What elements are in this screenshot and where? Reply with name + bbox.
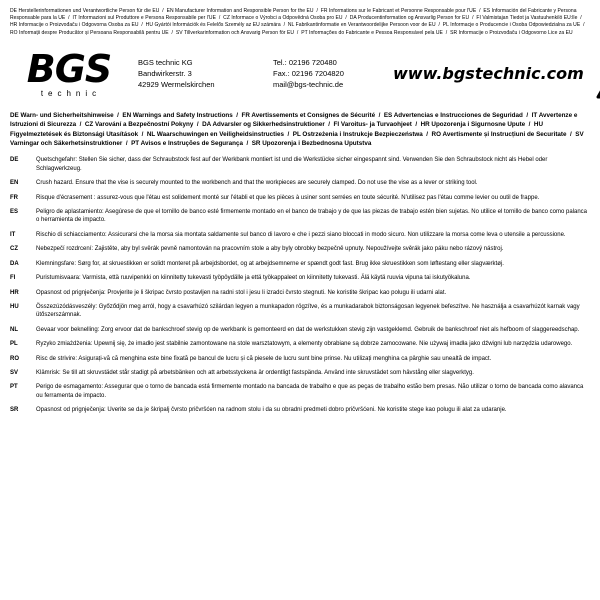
table-row [10,274,590,288]
bgs-logo [10,46,128,98]
table-row [10,383,590,406]
company-website: www.bgstechnic.com [393,64,584,84]
language-code: PL [10,341,18,348]
fax-row [273,68,393,79]
phone-label: Tel.: [273,58,287,68]
instruction-text: Klemningsfare: Sørg for, at skruestikken er solidt monteret på arbejdsbordet, og at arbejdsemnerne er spændt godt fast. Brug ikke skruestikken som løftestang eller slagværktøj. [36,260,504,267]
language-code: DA [10,260,19,267]
instruction-text: Puristumisvaara: Varmista, että ruuvipenkki on kiinnitetty tukevasti työpöydälle ja että työkappaleet on kiinnitetty tukevasti. Älä käytä ruuvia vipuna tai iskutyökaluna. [36,275,471,282]
table-row [10,231,590,245]
table-row [10,179,590,193]
table-row [10,260,590,274]
phone-row [273,57,393,68]
language-code: NL [10,326,18,333]
fax-label: Fax.: [273,69,290,79]
instruction-text: Peligro de aplastamiento: Asegúrese de que el tornillo de banco esté firmemente montado en el banco de trabajo y de que las piezas de trabajo estén bien sujetas. No utilice el tornillo de banco como palanca o herramienta de impacto. [36,209,589,224]
instruction-text: Quetschgefahr: Stellen Sie sicher, dass der Schraubstock fest auf der Werkbank montiert ist und die Werkstücke sicher eingespannt sind. Verwenden Sie den Schraubstock nicht als Hebel oder Schlagwerkzeug. [36,157,550,172]
fax-value: 02196 7204820 [291,69,344,79]
company-header-band [10,43,590,105]
table-row [10,208,590,231]
email-value: mail@bgs-technic.de [273,80,344,90]
table-row [10,156,590,179]
company-name: BGS technic KG [138,58,193,68]
instruction-text: Klämrisk: Se till att skruvstädet står stadigt på arbetsbänken och att arbetsstyckena är ordentligt fastspända. Använd inte skruvstädet som hävstång eller slagverktyg. [36,369,474,376]
language-code: ES [10,209,19,216]
language-code: IT [10,231,16,238]
instruction-text: Ryzyko zmiażdżenia: Upewnij się, że imadło jest stabilnie zamontowane na stole warsztatowym, a elementy obrabiane są dobrze zamocowane. Nie używaj imadła jako dźwigni lub narzędzia udarowego. [36,341,573,348]
language-code: PT [10,384,18,391]
logo-wordmark: BGS [26,46,112,91]
instruction-text: Crush hazard. Ensure that the vise is securely mounted to the workbench and that the workpieces are securely clamped. Do not use the vise as a lever or striking tool. [36,180,478,187]
company-contact [273,57,393,90]
language-code: FR [10,194,18,201]
table-row [10,289,590,303]
language-code: HU [10,303,19,310]
table-row [10,245,590,259]
instruction-text: Rischio di schiacciamento: Assicurarsi che la morsa sia montata saldamente sul banco di lavoro e che i pezzi siano bloccati in modo sicuro. Non utilizzare la morsa come leva o utensile a percussione. [36,231,566,238]
instruction-text: Összezúzódásveszély: Győződjön meg arról, hogy a csavarhúzó szilárdan legyen a munkapadon rögzítve, és a munkadarabok biztonságosan legyenek befeszítve. Ne használja a csavarhúzót karnak vagy ütőszerszámnak. [36,303,582,319]
language-code: SR [10,407,19,414]
warning-icon-container [590,49,600,99]
company-city: 42929 Wermelskirchen [138,80,215,90]
table-row [10,369,590,383]
language-code: FI [10,275,16,282]
safety-instructions-table [10,156,590,420]
instruction-text: Risc de strivire: Asigurați-vă că menghina este bine fixată pe bancul de lucru și că piesele de lucru sunt bine prinse. Nu utilizați menghina ca pârghie sau unealtă de impact. [36,355,492,362]
company-address [128,57,273,90]
logo-subtext: technic [40,88,102,98]
instruction-text: Risque d'écrasement : assurez-vous que l'étau est solidement monté sur l'établi et que les pièces à usiner sont serrées en toute sécurité. N'utilisez pas l'étau comme levier ou outil de frappe. [36,194,540,201]
table-row [10,303,590,326]
instruction-text: Perigo de esmagamento: Assegurar que o torno de bancada está firmemente montado na bancada de trabalho e que as peças de trabalho estão bem presas. Não utilizar o torno de bancada como alavanca ou ferramenta de impacto. [36,384,586,399]
language-code: CZ [10,246,18,253]
language-code: EN [10,180,19,187]
table-row [10,355,590,369]
instruction-text: Opasnost od prignječenja: Uverite se da je škripalj čvrsto pričvršćen na radnom stolu i da su obradni predmeti dobro pričvršćeni. Ne koristite stege kao polugu ili alat za udaranje. [36,407,507,414]
table-row [10,406,590,420]
company-street: Bandwirkerstr. 3 [138,69,192,79]
table-row [10,326,590,340]
manufacturer-language-header: DE Herstellerinformationen und Verantwortliche Person für die EU / EN Manufacturer Information and Responsible Person for the EU / FR Informations sur le Fabricant et Personne Responsable pour l'UE / ES Información del Fabricante y Persona Responsable para la UE / IT Informazioni sul Produttore e Persona Responsabile per l'UE / CZ Informace o Výrobci a Odpovědná Osoba pro EU / DA Producentinformation og Ansvarlig Person for EU / FI Valmistajan Tiedot ja Vastuuhenkilö EU:lle / HR Informacije o Proizvođaču i Odgovorna Osoba za EU / HU Gyártói Információk és Felelős Személy az EU számára / NL Fabrikantinformatie en Verantwoordelijke Persoon voor de EU / PL Informacje o Producencie i Osoba Odpowiedzialna za UE / RO Informații despre Producător și Persoana Responsabilă pentru UE / SV Tillverkarinformation och Ansvarig Person för EU / PT Informações do Fabricante e Pessoa Responsável pela UE / SR Informacije o Proizvođaču i Odgovorno Lice za EU [10,8,588,36]
instruction-text: Gevaar voor beknelling: Zorg ervoor dat de bankschroef stevig op de werkbank is gemonteerd en dat de werkstukken stevig zijn vastgeklemd. Gebruik de bankschroef niet als hefboom of slaggereedschap. [36,326,580,333]
table-row [10,194,590,208]
phone-value: 02196 720480 [288,58,337,68]
instruction-text: Opasnost od prignječenja: Provjerite je li škripac čvrsto postavljen na radni stol i jesu li izradci čvrsto stegnuti. Ne koristite škripac kao polugu ili udarni alat. [36,289,447,296]
instruction-text: Nebezpečí rozdrcení: Zajistěte, aby byl svěrák pevně namontován na pracovním stole a aby byly obrobky bezpečně upnuty. Nepoužívejte svěrák jako páku nebo rázový nástroj. [36,246,504,253]
language-code: DE [10,157,19,164]
warning-triangle-icon [596,49,600,99]
table-row [10,340,590,354]
safety-section-title: DE Warn- und Sicherheitshinweise / EN Warnings and Safety Instructions / FR Avertissements et Consignes de Sécurité / ES Advertencias e Instrucciones de Seguridad / IT Avvertenze e Istruzioni di Sicurezza / CZ Varování a Bezpečnostní Pokyny / DA Advarsler og Sikkerhedsinstruktioner / FI Varoitus- ja Turvaohjeet / HR Upozorenja i Sigurnosne Upute / HU Figyelmeztetések és Biztonsági Utasítások / NL Waarschuwingen en Veiligheidsinstructies / PL Ostrzeżenia i Instrukcje Bezpieczeństwa / RO Avertismente și Instrucțiuni de Securitate / SV Varningar och Säkerhetsinstruktioner / PT Avisos e Instruções de Segurança / SR Upozorenja i Bezbednosna Uputstva [10,111,586,148]
language-code: HR [10,289,19,296]
language-code: RO [10,355,19,362]
language-code: SV [10,369,19,376]
